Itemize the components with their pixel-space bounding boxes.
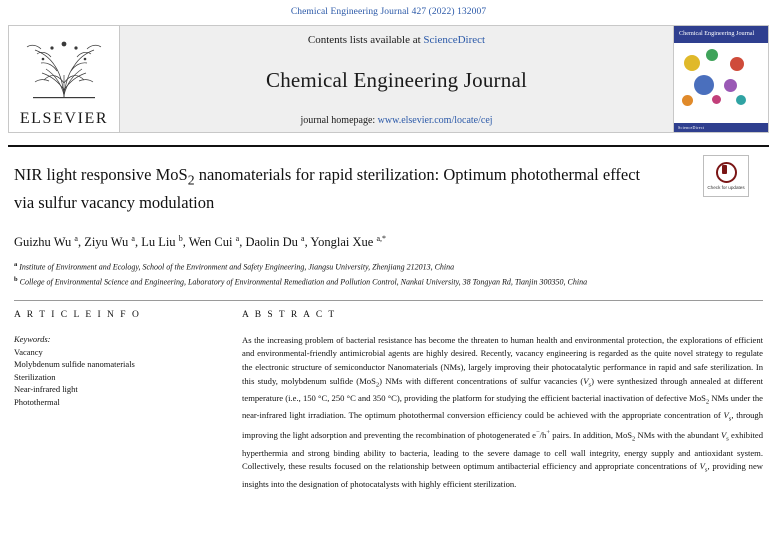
cover-title: Chemical Engineering Journal — [674, 26, 768, 43]
abstract-column — [242, 310, 763, 491]
abstract-heading: A B S T R A C T — [242, 309, 337, 320]
journal-homepage-link[interactable]: www.elsevier.com/locate/cej — [377, 115, 493, 126]
elsevier-wordmark: ELSEVIER — [19, 110, 109, 127]
crossmark-label: Check for updates — [707, 184, 745, 190]
page-title: NIR light responsive MoS$_2$ nanomaterials for rapid sterilization: Optimum photothermal effect via sulfur vacancy modulation — [14, 165, 641, 213]
info-abstract-columns — [14, 310, 763, 491]
keyword-item: Near-infrared light — [14, 384, 78, 395]
crossmark-badge[interactable] — [703, 155, 749, 197]
running-head: Chemical Engineering Journal 427 (2022) 132007 — [290, 7, 487, 17]
masthead-divider — [8, 145, 769, 147]
crossmark-icon — [716, 162, 737, 183]
masthead-center — [120, 25, 673, 133]
author-list: Guizhu Wu $^a$, Ziyu Wu $^a$, Lu Liu $^b$, Wen Cui $^a$, Daolin Du $^a$, Yonglai Xue $^{a,*}$ — [14, 234, 387, 250]
affiliation-a: $^a$ Institute of Environment and Ecology, School of the Environment and Safety Engineering, Jiangsu University, Zhenjiang 212013, China — [14, 261, 455, 273]
article-info-heading: A R T I C L E I N F O — [14, 309, 141, 320]
keywords-label: Keywords: — [14, 333, 51, 344]
info-divider — [14, 300, 763, 301]
journal-cover-thumbnail[interactable] — [673, 25, 769, 133]
affiliation-b: $^b$ College of Environmental Science and Engineering, Laboratory of Environmental Remediation and Pollution Control, Nankai University, 38 Tongyan Rd, Tianjin 300350, China — [14, 275, 588, 287]
journal-title: Chemical Engineering Journal — [265, 68, 528, 92]
affiliation-list — [14, 259, 654, 287]
article-info-column — [14, 310, 214, 491]
keyword-item: Vacancy — [14, 346, 43, 357]
elsevier-logo — [8, 25, 120, 133]
journal-masthead — [8, 25, 769, 133]
homepage-prefix: journal homepage: — [300, 115, 376, 126]
keyword-item: Molybdenum sulfide nanomaterials — [14, 359, 135, 370]
contents-prefix: Contents lists available at — [307, 34, 421, 46]
elsevier-tree-icon — [9, 26, 119, 110]
contents-line — [308, 34, 485, 46]
title-area — [14, 163, 763, 214]
abstract-text: As the increasing problem of bacterial resistance has become the threaten to human health and environmental protection, the explorations of efficient and environmental-friendly antimicrobial agents are highly desired. Recently, vacancy engineering is regarded as the quite novel strategy to regulate the electronic structure of semiconductor Nanomaterials (NMs), largely improving their photocatalytic performance in rapid and safe sterilization. In this study, molybdenum sulfide (MoS$_2$) NMs with different concentrations of sulfur vacancies $(V_s)$ were synthesized through annealed at different temperature (i.e., 150 °C, 250 °C and 350 °C), providing the platform for studying the efficient bacterial inactivation of defective MoS$_2$ NMs under the near-infrared light irradiation. The optimum photothermal conversion efficiency could be achieved with the appropriate concentration of $V_s$, through improving the light adsorption and preventing the recombination of photogenerated e−/h+ pairs. In addition, MoS$_2$ NMs with the abundant $V_s$ exhibited hyperthermia and strong binding ability to bacteria, leading to the severe damage to cell wall integrity, energy supply and antioxidant system. Collectively, these results focused on the relationship between optimum antibacterial efficiency and appropriate concentrations of $V_s$, providing new insights into the designation of photocatalysts with highly efficient sterilization. — [242, 334, 764, 489]
cover-footer: ScienceDirect — [674, 123, 768, 132]
sciencedirect-link[interactable]: ScienceDirect — [423, 34, 486, 46]
keyword-item: Photothermal — [14, 396, 60, 407]
cover-artwork — [674, 43, 768, 124]
keyword-item: Sterilization — [14, 371, 56, 382]
homepage-line — [300, 115, 492, 126]
